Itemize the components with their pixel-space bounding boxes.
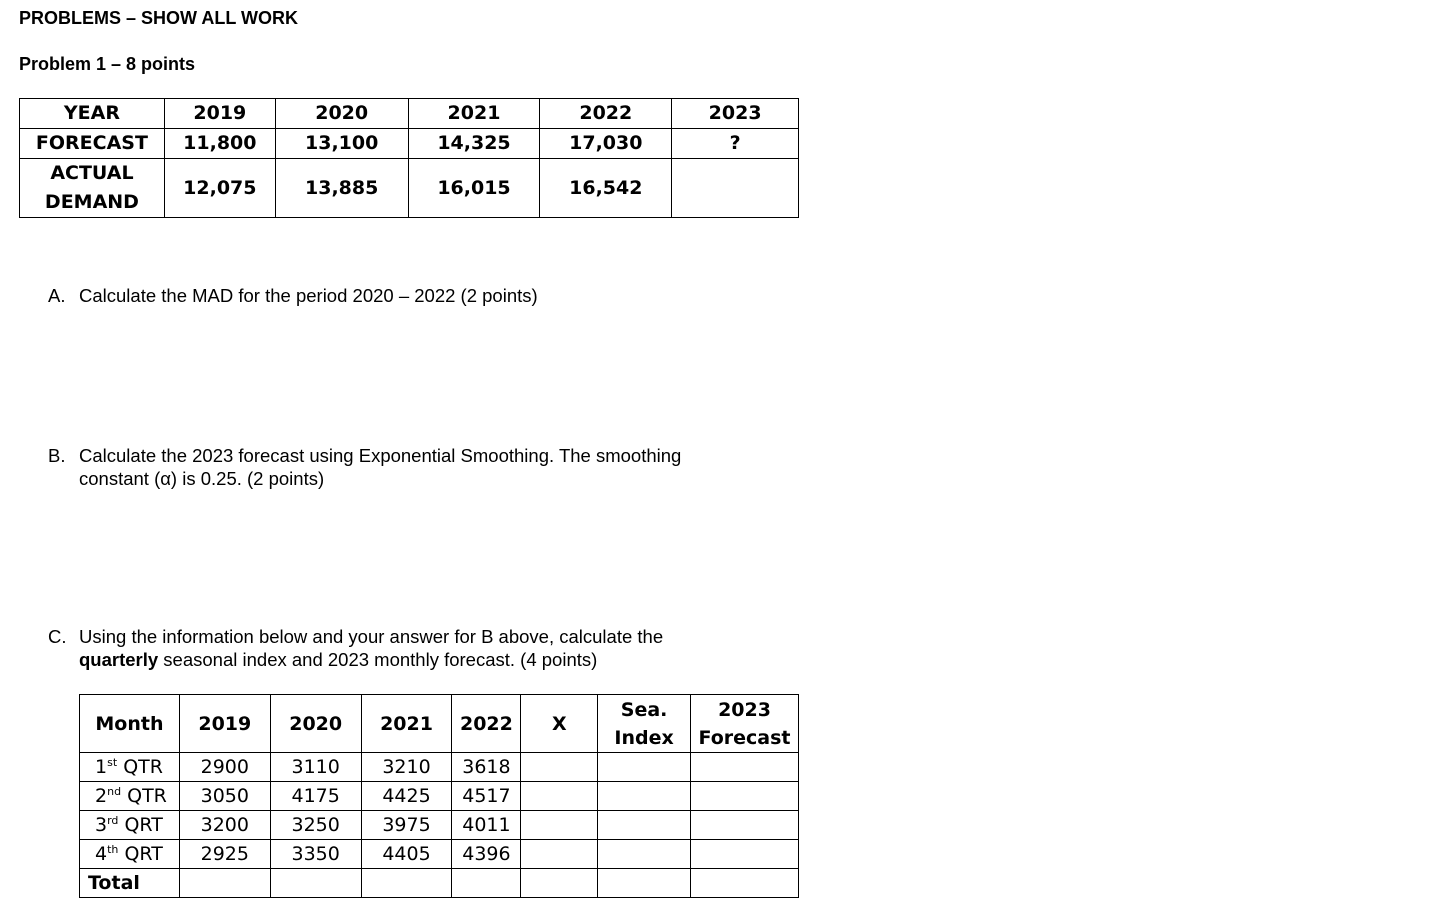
quarter-suffix: th: [107, 843, 119, 856]
empty-cell: [521, 753, 598, 782]
table-row: [80, 782, 799, 811]
question-c-line2-rest: seasonal index and 2023 monthly forecast. (4 points): [158, 649, 598, 670]
table-row: [80, 840, 799, 869]
actual-demand-row: [20, 159, 799, 218]
actual-demand-header: [20, 159, 165, 218]
year-cell: 2019: [164, 99, 275, 129]
question-b-line1: Calculate the 2023 forecast using Exponential Smoothing. The smoothing: [79, 445, 682, 466]
month-header: Month: [80, 695, 180, 753]
empty-cell: [691, 811, 799, 840]
quarter-number: 3: [95, 814, 108, 836]
quarter-number: 1: [95, 756, 108, 778]
quarter-word: QTR: [123, 756, 163, 778]
question-a-letter: A.: [48, 285, 66, 306]
forecast-row: [20, 129, 799, 159]
year-cell: 2022: [540, 99, 672, 129]
empty-cell: [598, 811, 691, 840]
empty-cell: [691, 840, 799, 869]
quarter-suffix: nd: [107, 785, 122, 798]
value-cell: 3350: [270, 840, 361, 869]
question-b-letter: B.: [48, 445, 66, 466]
forecast-year-label: 2023: [718, 698, 771, 721]
question-b-line2: constant (α) is 0.25. (2 points): [79, 468, 325, 489]
year-row: [20, 99, 799, 129]
forecast-demand-table: [19, 98, 799, 218]
empty-cell: [598, 840, 691, 869]
seasonal-index-header: [598, 695, 691, 753]
question-c-letter: C.: [48, 626, 67, 647]
seasonal-header-row: [80, 695, 799, 753]
demand-label: DEMAND: [44, 191, 139, 213]
empty-cell: [691, 869, 799, 898]
seasonal-table: [79, 694, 799, 898]
total-row: [80, 869, 799, 898]
total-label: Total: [80, 869, 180, 898]
question-c-bold-word: quarterly: [79, 649, 159, 670]
year-cell: 2020: [275, 99, 408, 129]
actual-label: ACTUAL: [50, 162, 134, 184]
actual-cell-empty: [672, 159, 799, 218]
question-c-line2: [48, 648, 768, 671]
forecast-cell: 14,325: [408, 129, 540, 159]
question-a-text: Calculate the MAD for the period 2020 – 2022 (2 points): [79, 285, 538, 306]
quarter-label: [80, 840, 180, 869]
actual-cell: 16,015: [408, 159, 540, 218]
empty-cell: [361, 869, 452, 898]
problem-title: Problem 1 – 8 points: [19, 54, 196, 74]
question-c: [48, 625, 768, 671]
empty-cell: [521, 782, 598, 811]
quarter-word: QTR: [127, 785, 167, 807]
value-cell: 3250: [270, 811, 361, 840]
empty-cell: [598, 869, 691, 898]
value-cell: 3050: [179, 782, 270, 811]
page-header: PROBLEMS – SHOW ALL WORK: [19, 8, 298, 28]
quarter-suffix: st: [107, 756, 118, 769]
forecast-cell: ?: [672, 129, 799, 159]
forecast-header: FORECAST: [20, 129, 165, 159]
empty-cell: [179, 869, 270, 898]
value-cell: 3618: [452, 753, 521, 782]
quarter-word: QRT: [124, 843, 163, 865]
year-header: YEAR: [20, 99, 165, 129]
year-2022-header: 2022: [452, 695, 521, 753]
year-cell: 2021: [408, 99, 540, 129]
empty-cell: [270, 869, 361, 898]
value-cell: 3210: [361, 753, 452, 782]
quarter-suffix: rd: [107, 814, 119, 827]
x-header: X: [521, 695, 598, 753]
question-c-line1: Using the information below and your answer for B above, calculate the: [79, 626, 664, 647]
forecast-cell: 11,800: [164, 129, 275, 159]
quarter-label: [80, 753, 180, 782]
forecast-2023-header: [691, 695, 799, 753]
value-cell: 4517: [452, 782, 521, 811]
question-a: [48, 284, 538, 307]
empty-cell: [598, 782, 691, 811]
quarter-label: [80, 811, 180, 840]
empty-cell: [691, 753, 799, 782]
table-row: [80, 753, 799, 782]
forecast-cell: 17,030: [540, 129, 672, 159]
question-b: [48, 444, 768, 490]
value-cell: 2925: [179, 840, 270, 869]
value-cell: 4396: [452, 840, 521, 869]
value-cell: 3110: [270, 753, 361, 782]
value-cell: 3200: [179, 811, 270, 840]
year-2021-header: 2021: [361, 695, 452, 753]
actual-cell: 16,542: [540, 159, 672, 218]
year-2020-header: 2020: [270, 695, 361, 753]
value-cell: 4425: [361, 782, 452, 811]
value-cell: 4175: [270, 782, 361, 811]
quarter-number: 4: [95, 843, 108, 865]
empty-cell: [452, 869, 521, 898]
empty-cell: [598, 753, 691, 782]
empty-cell: [521, 811, 598, 840]
year-cell: 2023: [672, 99, 799, 129]
table-row: [80, 811, 799, 840]
value-cell: 4405: [361, 840, 452, 869]
actual-cell: 12,075: [164, 159, 275, 218]
year-2019-header: 2019: [179, 695, 270, 753]
sea-label: Sea.: [620, 698, 668, 721]
value-cell: 3975: [361, 811, 452, 840]
quarter-word: QRT: [124, 814, 163, 836]
index-label: Index: [614, 726, 674, 749]
value-cell: 4011: [452, 811, 521, 840]
value-cell: 2900: [179, 753, 270, 782]
forecast-label: Forecast: [698, 726, 791, 749]
empty-cell: [521, 840, 598, 869]
actual-cell: 13,885: [275, 159, 408, 218]
empty-cell: [521, 869, 598, 898]
forecast-cell: 13,100: [275, 129, 408, 159]
quarter-label: [80, 782, 180, 811]
quarter-number: 2: [95, 785, 108, 807]
empty-cell: [691, 782, 799, 811]
